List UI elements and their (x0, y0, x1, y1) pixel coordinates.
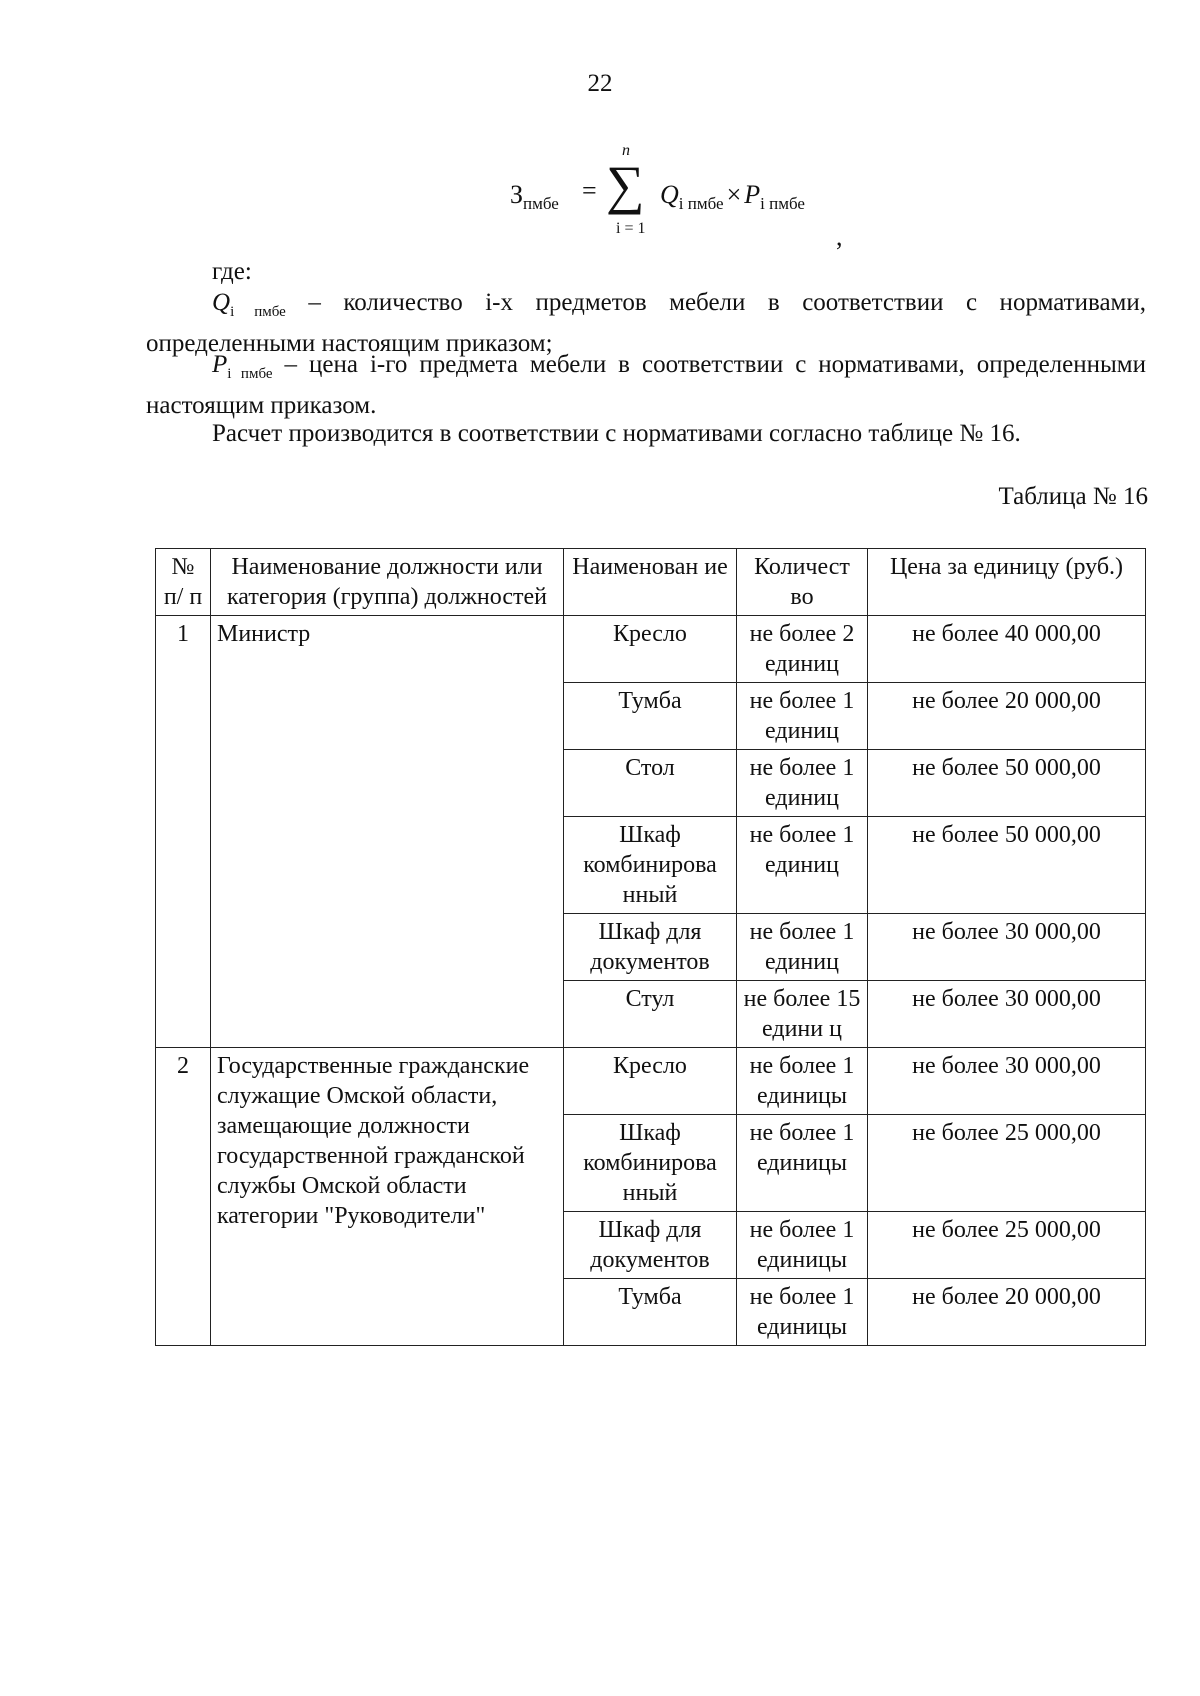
header-price: Цена за единицу (руб.) (868, 549, 1146, 616)
page-number: 22 (587, 70, 613, 97)
p-definition (146, 349, 1146, 421)
item-price: не более 40 000,00 (868, 616, 1146, 683)
item-qty: не более 1 единиц (737, 750, 868, 817)
item-price: не более 20 000,00 (868, 683, 1146, 750)
item-name: Шкаф для документов (564, 914, 737, 981)
formula-p-var: P (744, 180, 761, 209)
formula-p-subscript: i пмбе (760, 194, 805, 214)
group-num: 2 (156, 1048, 211, 1346)
item-qty: не более 2 единиц (737, 616, 868, 683)
item-qty: не более 1 единицы (737, 1115, 868, 1212)
item-price: не более 30 000,00 (868, 1048, 1146, 1115)
formula-q-var: Q (660, 180, 679, 209)
sum-lower-limit: i = 1 (616, 220, 646, 237)
item-price: не более 20 000,00 (868, 1279, 1146, 1346)
item-price: не более 50 000,00 (868, 817, 1146, 914)
table-row (156, 616, 1146, 683)
where-label: где: (212, 258, 252, 285)
formula (510, 142, 850, 242)
group-position: Министр (211, 616, 564, 1048)
formula-q-subscript: i пмбе (678, 194, 724, 214)
formula-lhs-subscript: пмбе (523, 194, 559, 214)
formula-equals: = (582, 176, 597, 205)
item-name: Тумба (564, 1279, 737, 1346)
formula-comma: , (836, 222, 843, 251)
item-name: Шкаф для документов (564, 1212, 737, 1279)
table-row (156, 1048, 1146, 1115)
formula-rhs (660, 180, 805, 214)
item-qty: не более 1 единиц (737, 683, 868, 750)
item-qty: не более 1 единиц (737, 914, 868, 981)
item-qty: не более 1 единицы (737, 1212, 868, 1279)
item-qty: не более 1 единицы (737, 1279, 868, 1346)
item-name: Стол (564, 750, 737, 817)
formula-lhs-symbol: З (510, 180, 524, 209)
item-name: Шкаф комбинирова нный (564, 817, 737, 914)
item-price: не более 25 000,00 (868, 1115, 1146, 1212)
table-header-row (156, 549, 1146, 616)
formula-lhs (510, 180, 559, 214)
item-qty: не более 1 единиц (737, 817, 868, 914)
item-name: Кресло (564, 1048, 737, 1115)
item-name: Стул (564, 981, 737, 1048)
item-name: Тумба (564, 683, 737, 750)
sum-upper-limit: n (622, 142, 630, 159)
sum-sigma-icon: ∑ (606, 155, 645, 215)
p-def-text: – цена i-го предмета мебели в соответствии с нормативами, определенными настоящим приказом. (146, 351, 1146, 419)
item-price: не более 30 000,00 (868, 981, 1146, 1048)
header-num: № п/ п (156, 549, 211, 616)
group-num: 1 (156, 616, 211, 1048)
item-name: Шкаф комбинирова нный (564, 1115, 737, 1212)
header-position: Наименование должности или категория (группа) должностей (211, 549, 564, 616)
item-qty: не более 15 едини ц (737, 981, 868, 1048)
table-title: Таблица № 16 (998, 483, 1148, 510)
item-price: не более 25 000,00 (868, 1212, 1146, 1279)
norms-table (155, 548, 1146, 1346)
calc-note: Расчет производится в соответствии с нормативами согласно таблице № 16. (212, 420, 1021, 447)
item-name: Кресло (564, 616, 737, 683)
item-price: не более 50 000,00 (868, 750, 1146, 817)
group-position: Государственные гражданские служащие Омской области, замещающие должности государственной гражданской службы Омской области категории "Руководители" (211, 1048, 564, 1346)
item-price: не более 30 000,00 (868, 914, 1146, 981)
item-qty: не более 1 единицы (737, 1048, 868, 1115)
p-def-var: $P_{i пмбе}$ (212, 351, 273, 382)
formula-times: × (726, 180, 742, 209)
header-qty: Количест во (737, 549, 868, 616)
header-item: Наименован ие (564, 549, 737, 616)
q-def-var: $Q_{i пмбе}$ (212, 289, 286, 320)
q-def-text: – количество i-х предметов мебели в соответствии с нормативами, определенными настоящим приказом; (146, 289, 1146, 357)
